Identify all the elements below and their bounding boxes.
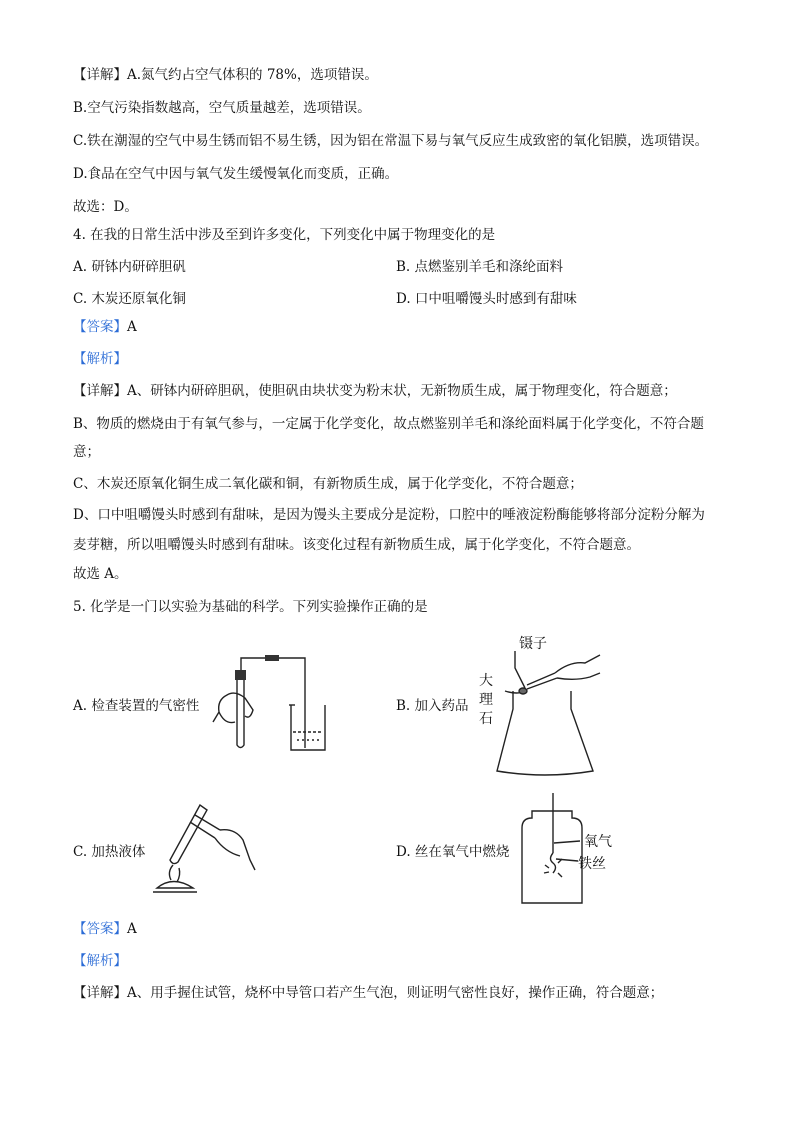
answer-value: A xyxy=(127,921,137,937)
q5-option-b: B. 加入药品 xyxy=(396,698,469,714)
q5-analysis-label: 【解析】 xyxy=(73,953,127,969)
q5-option-c: C. 加热液体 xyxy=(73,844,146,860)
q3-detail-b: B.空气污染指数越高，空气质量越差，选项错误。 xyxy=(73,100,371,116)
q5-option-d: D. 丝在氧气中燃烧 xyxy=(396,844,510,860)
q4-option-a: A. 研钵内研碎胆矾 xyxy=(73,259,186,275)
q4-stem: 4. 在我的日常生活中涉及至到许多变化，下列变化中属于物理变化的是 xyxy=(73,227,496,243)
q3-choice: 故选：D。 xyxy=(73,199,138,215)
q5-option-a: A. 检查装置的气密性 xyxy=(73,698,200,714)
q4-option-d: D. 口中咀嚼馒头时感到有甜味 xyxy=(396,291,577,307)
q5-stem: 5. 化学是一门以实验为基础的科学。下列实验操作正确的是 xyxy=(73,599,428,615)
q4-detail-line: C、木炭还原氧化铜生成二氧化碳和铜，有新物质生成，属于化学变化，不符合题意； xyxy=(73,476,583,492)
figure-airtightness-check xyxy=(205,650,335,755)
q4-detail-line: 【详解】A、研钵内研碎胆矾，使胆矾由块状变为粉末状，无新物质生成，属于物理变化，符合题意； xyxy=(73,383,677,399)
q4-detail-line: 麦芽糖，所以咀嚼馒头时感到有甜味。该变化过程有新物质生成，属于化学变化，不符合题意。 xyxy=(73,537,640,553)
q4-analysis-label: 【解析】 xyxy=(73,351,127,367)
q5-detail-a: 【详解】A、用手握住试管，烧杯中导管口若产生气泡，则证明气密性良好，操作正确，符合题意； xyxy=(73,985,664,1001)
label-tweezers: 镊子 xyxy=(519,636,547,652)
label-marble-2: 理 xyxy=(479,692,493,708)
q4-detail-line: B、物质的燃烧由于有氧气参与，一定属于化学变化，故点燃鉴别羊毛和涤纶面料属于化学变化，不符合题 xyxy=(73,416,704,432)
figure-add-marble xyxy=(475,633,610,778)
q3-detail-a: 【详解】A.氮气约占空气体积的 78%，选项错误。 xyxy=(73,67,378,83)
q4-answer xyxy=(73,318,137,336)
label-marble-3: 石 xyxy=(479,711,493,727)
figure-heat-liquid xyxy=(145,800,260,900)
q4-detail-line: D、口中咀嚼馒头时感到有甜味，是因为馒头主要成分是淀粉，口腔中的唾液淀粉酶能够将部分淀粉分解为 xyxy=(73,507,705,523)
label-oxygen: 氧气 xyxy=(584,834,612,850)
figure-iron-in-oxygen xyxy=(520,793,620,905)
q4-option-c: C. 木炭还原氧化铜 xyxy=(73,291,186,307)
q5-answer xyxy=(73,920,137,938)
label-marble-1: 大 xyxy=(479,673,493,689)
q4-option-b: B. 点燃鉴别羊毛和涤纶面料 xyxy=(396,259,564,275)
q3-detail-c: C.铁在潮湿的空气中易生锈而铝不易生锈，因为铝在常温下易与氧气反应生成致密的氧化铝膜，选项错误。 xyxy=(73,133,709,149)
label-iron-wire: 铁丝 xyxy=(578,856,606,872)
q4-detail-line: 意； xyxy=(73,444,100,460)
q3-detail-d: D.食品在空气中因与氧气发生缓慢氧化而变质，正确。 xyxy=(73,166,399,182)
answer-label: 【答案】 xyxy=(73,921,127,937)
q4-choice: 故选 A。 xyxy=(73,566,128,582)
answer-value: A xyxy=(127,319,137,335)
answer-label: 【答案】 xyxy=(73,319,127,335)
